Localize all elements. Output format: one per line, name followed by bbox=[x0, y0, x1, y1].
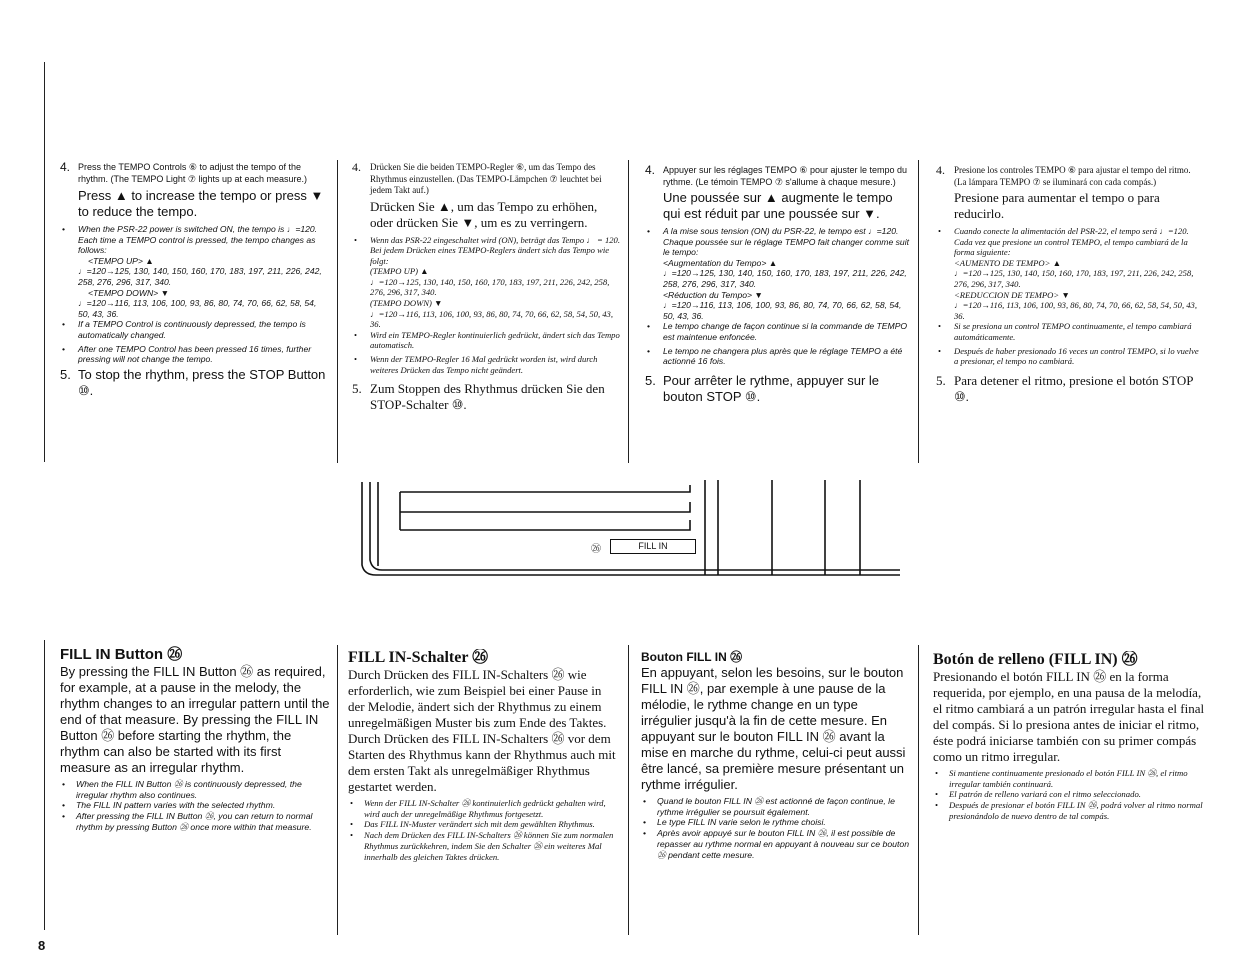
tempo-column-spanish bbox=[936, 165, 1204, 405]
tempo-up-heading: <TEMPO UP> ▲ bbox=[88, 255, 154, 266]
step-4-detail: Une poussée sur ▲ augmente le tempo qui est réduit par une poussée sur ▼. bbox=[663, 190, 893, 221]
step-4-detail: Presione para aumentar el tempo o para reducirlo. bbox=[954, 190, 1160, 221]
step-text: Presione los controles TEMPO ⑥ para ajustar el tempo del ritmo. (La lámpara TEMPO ⑦ se iluminará con cada compás.) bbox=[954, 165, 1191, 187]
fill-in-section-french bbox=[641, 650, 911, 860]
note: • Le tempo ne changera plus après que le réglage TEMPO a été actionné 16 fois. bbox=[647, 345, 903, 367]
step-text: Appuyer sur les réglages TEMPO ⑥ pour ajuster le tempo du rythme. (Le témoin TEMPO ⑦ s'allume à chaque mesure.) bbox=[663, 165, 908, 187]
column-rule-bottom-1 bbox=[337, 645, 338, 935]
section-body: By pressing the FILL IN Button ㉖ as required, for example, at a pause in the melody, the rhythm changes to an irregular pattern until the end of that measure. By pressing the FILL IN Button ㉖ before starting the rhythm, the rhythm can also be started with its first measure as an irregular rhythm. bbox=[60, 664, 330, 775]
tempo-down-values: ♩=120→116, 113, 106, 100, 93, 86, 80, 74, 70, 66, 62, 58, 54, 50, 43, 36. bbox=[370, 308, 613, 330]
tempo-up-heading: <AUMENTO DE TEMPO> ▲ bbox=[954, 257, 1062, 268]
fill-in-panel-diagram bbox=[360, 480, 900, 580]
note: • Después de haber presionado 16 veces un control TEMPO, si lo vuelve a presionar, el tempo no cambiará. bbox=[938, 345, 1199, 367]
panel-outline bbox=[362, 482, 900, 575]
step-number: 5. bbox=[60, 366, 71, 382]
slot-line-2 bbox=[400, 502, 690, 512]
note: • After one TEMPO Control has been pressed 16 times, further pressing will not change the tempo. bbox=[62, 343, 312, 365]
section-title: FILL IN Button ㉖ bbox=[60, 646, 183, 663]
tempo-up-heading: (TEMPO UP) ▲ bbox=[370, 266, 429, 277]
note: • Le type FILL IN varie selon le rythme choisi. bbox=[643, 817, 826, 828]
note: • Wenn der FILL IN-Schalter ㉖ kontinuierlich gedrückt gehalten wird, wird auch der unregelmäßige Rhythmus fortgesetzt. bbox=[350, 798, 606, 819]
column-rule-top-3 bbox=[918, 160, 919, 463]
tempo-up-values: ♩=120→125, 130, 140, 150, 160, 170, 183, 197, 211, 226, 242, 258, 276, 296, 317, 340. bbox=[78, 266, 322, 287]
column-rule-bottom-0 bbox=[44, 640, 45, 930]
section-title: Botón de relleno (FILL IN) ㉖ bbox=[933, 651, 1138, 668]
step-4 bbox=[936, 165, 1204, 188]
section-title: Bouton FILL IN ㉖ bbox=[641, 650, 743, 664]
step-text: Para detener el ritmo, presione el botón STOP ⑩. bbox=[954, 372, 1194, 404]
section-body: Presionando el botón FILL IN ㉖ en la forma requerida, por ejemplo, en una pausa de la melodía, el ritmo cambiará a un patrón irregular hasta el final del compás. Si lo presiona antes de iniciar el ritmo, éste podrá iniciarse también con su primer compás como un ritmo irregular. bbox=[933, 669, 1205, 764]
note: • Quand le bouton FILL IN ㉖ est actionné de façon continue, le rythme irrégulier se poursuit également. bbox=[643, 796, 895, 817]
tempo-down-heading: <REDUCCION DE TEMPO> ▼ bbox=[954, 289, 1070, 300]
slot-line-3 bbox=[400, 520, 690, 530]
column-rule-bottom-3 bbox=[918, 645, 919, 935]
step-4 bbox=[352, 162, 620, 197]
tempo-column-english bbox=[60, 162, 328, 399]
note: • Nach dem Drücken des FILL IN-Schalters ㉖ können Sie zum normalen Rhythmus zurückkehren, indem Sie den Schalter ㉖ ein weiteres Mal innerhalb des gleichen Taktes drücken. bbox=[350, 830, 614, 862]
note: • Das FILL IN-Muster verändert sich mit dem gewählten Rhythmus. bbox=[350, 819, 595, 830]
column-rule-top-1 bbox=[337, 160, 338, 463]
tempo-column-french bbox=[645, 165, 911, 405]
page-number: 8 bbox=[38, 938, 46, 953]
step-number: 5. bbox=[352, 381, 362, 397]
step-number: 5. bbox=[645, 372, 656, 388]
tempo-up-values: ♩=120→125, 130, 140, 150, 160, 170, 183, 197, 211, 226, 242, 258, 276, 296, 317, 340. bbox=[663, 268, 907, 289]
fill-in-button[interactable]: FILL IN bbox=[610, 539, 696, 554]
tempo-up-heading: <Augmentation du Tempo> ▲ bbox=[663, 257, 778, 268]
fill-in-section-spanish bbox=[933, 651, 1205, 822]
note: • The FILL IN pattern varies with the selected rhythm. bbox=[62, 800, 276, 811]
step-text: Pour arrêter le rythme, appuyer sur le bouton STOP ⑩. bbox=[663, 372, 880, 404]
note: • Le tempo change de façon continue si la commande de TEMPO est maintenue enfoncée. bbox=[647, 321, 908, 342]
tempo-down-heading: <Réduction du Tempo> ▼ bbox=[663, 289, 763, 300]
step-number: 5. bbox=[936, 372, 946, 388]
step-5 bbox=[645, 373, 911, 405]
note: • After pressing the FILL IN Button ㉖, you can return to normal rhythm by pressing Button ㉖ once more within that measure. bbox=[62, 811, 313, 832]
note: • When the PSR-22 power is switched ON, the tempo is ♩=120. Each time a TEMPO control is pressed, the tempo changes as follows: bbox=[62, 224, 318, 256]
note: • When the FILL IN Button ㉖ is continuously depressed, the irregular rhythm also continues. bbox=[62, 779, 302, 800]
column-rule-left-margin bbox=[44, 62, 45, 462]
note: • Wird ein TEMPO-Regler kontinuierlich gedrückt, ändert sich das Tempo automatisch. bbox=[354, 329, 620, 351]
tempo-up-values: ♩=120→125, 130, 140, 150, 160, 170, 183, 197, 211, 226, 242, 258, 276, 296, 317, 340. bbox=[370, 276, 610, 298]
note: • Si se presiona un control TEMPO continuamente, el tempo cambiará automáticamente. bbox=[938, 321, 1192, 342]
tempo-column-german bbox=[352, 162, 620, 413]
column-rule-bottom-2 bbox=[628, 645, 629, 935]
step-text: Drücken Sie die beiden TEMPO-Regler ⑥, um das Tempo des Rhythmus einzustellen. (Das TEMPO-Lämpchen ⑦ leuchtet bei jedem Takt auf.) bbox=[370, 162, 602, 195]
tempo-down-heading: (TEMPO DOWN) ▼ bbox=[370, 298, 443, 309]
note: • Wenn das PSR-22 eingeschaltet wird (ON), beträgt das Tempo ♩ = 120. Bei jedem Drücken eines TEMPO-Reglers ändert sich das Tempo wie folgt: bbox=[354, 234, 620, 266]
step-5 bbox=[352, 381, 620, 413]
note: • If a TEMPO Control is continuously depressed, the tempo is automatically changed. bbox=[62, 319, 306, 340]
step-text: Zum Stoppen des Rhythmus drücken Sie den STOP-Schalter ⑩. bbox=[370, 381, 605, 413]
tempo-down-values: ♩=120→116, 113, 106, 100, 93, 86, 80, 74, 70, 66, 62, 58, 54, 50, 43, 36. bbox=[954, 300, 1197, 321]
step-4 bbox=[60, 162, 328, 185]
note: • A la mise sous tension (ON) du PSR-22, le tempo est ♩=120. Chaque poussée sur le réglage TEMPO fait changer comme suit le tempo: bbox=[647, 226, 910, 258]
step-number: 4. bbox=[352, 162, 361, 174]
tempo-down-values: ♩=120→116, 113, 106, 100, 93, 86, 80, 74, 70, 66, 62, 58, 54, 50, 43, 36. bbox=[78, 298, 317, 319]
column-rule-top-2 bbox=[628, 160, 629, 463]
section-title: FILL IN-Schalter ㉖ bbox=[348, 649, 489, 666]
step-text: Press the TEMPO Controls ⑥ to adjust the tempo of the rhythm. (The TEMPO Light ⑦ lights up at each measure.) bbox=[78, 162, 307, 184]
fill-in-section-english bbox=[60, 646, 330, 833]
step-5 bbox=[60, 367, 328, 399]
slot-line-1 bbox=[400, 485, 690, 492]
note: • Si mantiene continuamente presionado el botón FILL IN ㉖, el ritmo irregular también continuará. bbox=[935, 768, 1188, 789]
section-body: Durch Drücken des FILL IN-Schalters ㉖ wie erforderlich, wie zum Beispiel bei einer Pause in der Melodie, ändert sich der Rhythmus zu einem unregelmäßigen Muster bis zum Ende des Taktes. Durch Drücken des FILL IN-Schalters ㉖ vor dem Starten des Rhythmus kann der Rhythmus auch mit dem ersten Takt als unregelmäßiger Rhythmus gestartet werden. bbox=[348, 667, 616, 794]
note: • Después de presionar el botón FILL IN ㉖, podrá volver al ritmo normal presionándolo de nuevo dentro de tal compás. bbox=[935, 800, 1203, 821]
tempo-down-values: ♩=120→116, 113, 106, 100, 93, 86, 80, 74, 70, 66, 62, 58, 54, 50, 43, 36. bbox=[663, 300, 902, 321]
note: • Wenn der TEMPO-Regler 16 Mal gedrückt worden ist, wird durch weiteres Drücken das Tempo nicht geändert. bbox=[354, 354, 598, 375]
fill-in-marker: ㉖ bbox=[591, 544, 601, 555]
note: • Cuando conecte la alimentación del PSR-22, el tempo será ♩=120. Cada vez que presione un control TEMPO, el tempo cambiará de la forma siguiente: bbox=[938, 226, 1189, 258]
tempo-down-heading: <TEMPO DOWN> ▼ bbox=[88, 287, 170, 298]
note: • El patrón de relleno variará con el ritmo seleccionado. bbox=[935, 789, 1141, 800]
step-number: 4. bbox=[936, 165, 945, 177]
section-body: En appuyant, selon les besoins, sur le bouton FILL IN ㉖, par exemple à une pause de la mélodie, le rythme change en un type irrégulier jusqu'à la fin de cette mesure. En appuyant sur le bouton FILL IN ㉖ avant la mise en marche du rythme, celui-ci peut aussi être lancé, sa première mesure présentant un rythme irrégulier. bbox=[641, 665, 906, 792]
tempo-up-values: ♩=120→125, 130, 140, 150, 160, 170, 183, 197, 211, 226, 242, 258, 276, 296, 317, 340. bbox=[954, 268, 1194, 289]
fill-in-section-german bbox=[348, 649, 620, 862]
panel-outline-inner bbox=[370, 482, 900, 570]
step-4 bbox=[645, 165, 911, 188]
step-5 bbox=[936, 373, 1204, 405]
step-4-detail: Drücken Sie ▲, um das Tempo zu erhöhen, oder drücken Sie ▼, um es zu verringern. bbox=[370, 198, 598, 230]
step-number: 4. bbox=[645, 165, 656, 177]
step-number: 4. bbox=[60, 162, 71, 174]
note: • Après avoir appuyé sur le bouton FILL IN ㉖, il est possible de repasser au rythme normal en appuyant à nouveau sur ce bouton ㉖ pendant cette mesure. bbox=[643, 828, 910, 860]
step-text: To stop the rhythm, press the STOP Button ⑩. bbox=[78, 366, 326, 398]
step-4-detail: Press ▲ to increase the tempo or press ▼ to reduce the tempo. bbox=[78, 188, 324, 219]
